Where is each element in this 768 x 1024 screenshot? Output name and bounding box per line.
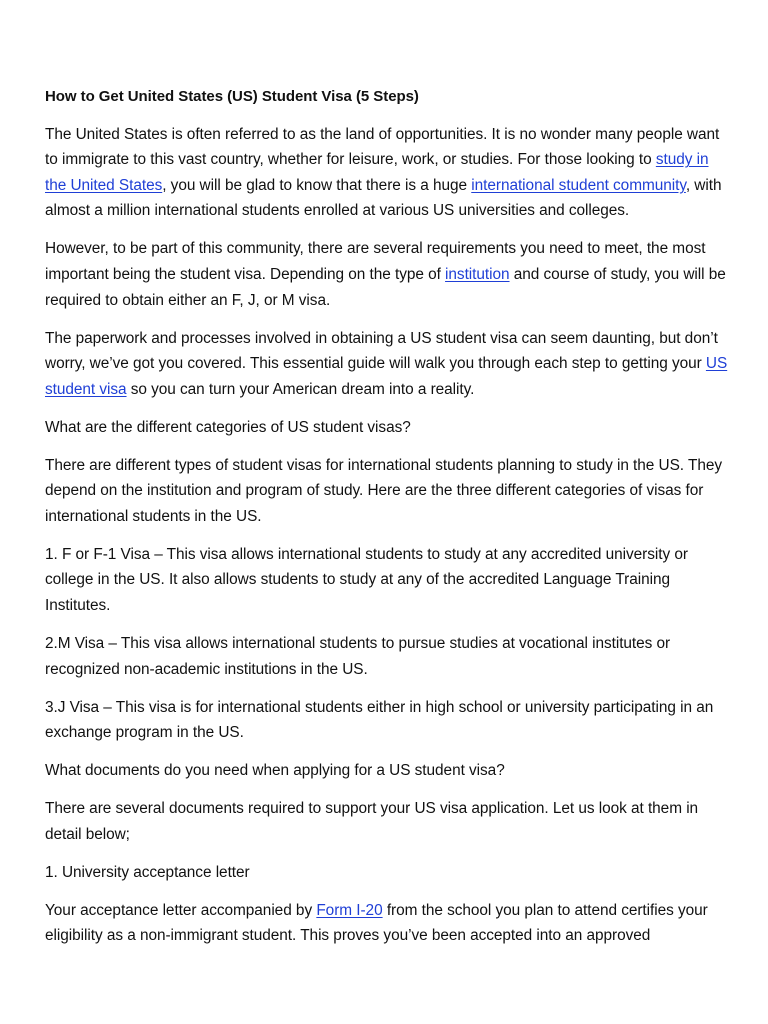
paperwork-paragraph: [45, 326, 728, 403]
institution-link[interactable]: institution: [445, 265, 510, 283]
paragraph-text: The United States is often referred to as the land of opportunities. It is no wonder many people want to immigrate to this vast country, whether for leisure, work, or studies. For those looking to: [45, 125, 720, 169]
requirements-paragraph: [45, 236, 728, 313]
international-student-community-link[interactable]: international student community: [471, 176, 686, 194]
paragraph-text: so you can turn your American dream into a reality.: [126, 380, 475, 398]
j-visa-item: 3.J Visa – This visa is for international students either in high school or university participating in an exchange program in the US.: [45, 698, 714, 742]
paragraph-text: The paperwork and processes involved in obtaining a US student visa can seem daunting, but don’t worry, we’ve got you covered. This essential guide will walk you through each step to getting your: [45, 329, 718, 373]
paragraph-text: However, to be part of this community, there are several requirements you need to meet, the most important being the student visa. Depending on the type of: [45, 240, 706, 283]
form-i20-link[interactable]: Form I-20: [316, 901, 383, 919]
categories-heading: What are the different categories of US student visas?: [45, 418, 411, 436]
acceptance-letter-item: 1. University acceptance letter: [45, 863, 250, 881]
acceptance-letter-paragraph: [45, 898, 728, 949]
paragraph-text: Your acceptance letter accompanied by: [45, 901, 317, 919]
documents-intro-paragraph: There are several documents required to support your US visa application. Let us look at them in detail below;: [45, 800, 699, 843]
study-in-us-link[interactable]: study in the United States: [45, 151, 709, 194]
m-visa-item: 2.M Visa – This visa allows international students to pursue studies at vocational institutes or recognized non-academic institutions in the US.: [45, 635, 671, 678]
document-title: How to Get United States (US) Student Visa (5 Steps): [45, 88, 419, 105]
documents-heading: What documents do you need when applying for a US student visa?: [45, 762, 505, 780]
paragraph-text: from the school you plan to attend certifies your eligibility as a non-immigrant student. This proves you’ve been accepted into an approved: [45, 901, 708, 945]
paragraph-text: and course of study, you will be required to obtain either an F, J, or M visa.: [45, 265, 726, 309]
paragraph-text: , you will be glad to know that there is a huge: [162, 176, 472, 194]
us-student-visa-link[interactable]: US student visa: [45, 355, 728, 398]
intro-paragraph: [45, 122, 728, 224]
paragraph-text: , with almost a million international students enrolled at various US universities and colleges.: [45, 176, 722, 220]
categories-intro-paragraph: There are different types of student visas for international students planning to study in the US. They depend on the institution and program of study. Here are the three different categories of visas for international students in the US.: [45, 456, 722, 525]
f1-visa-item: 1. F or F-1 Visa – This visa allows international students to study at any accredited university or college in the US. It also allows students to study at any of the accredited Language Training Institutes.: [45, 545, 688, 615]
